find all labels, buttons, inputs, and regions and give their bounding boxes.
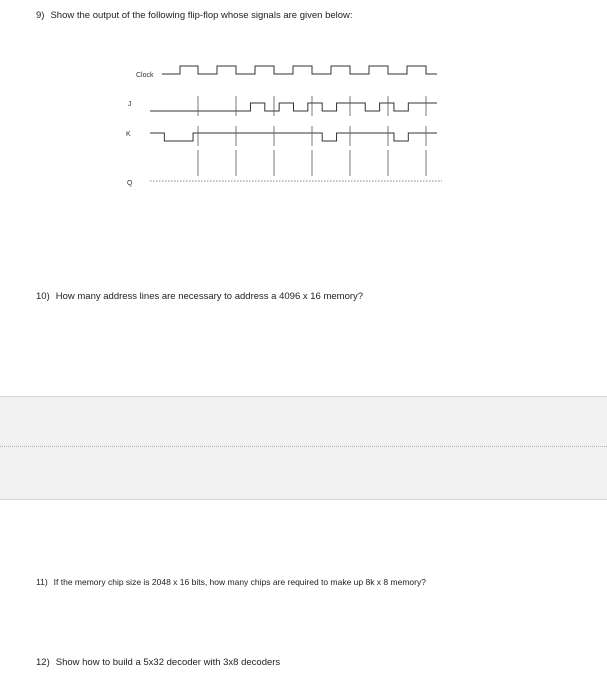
q-label: Q: [127, 180, 133, 187]
question-10-number: 10): [36, 291, 50, 302]
question-11-text: If the memory chip size is 2048 x 16 bits, how many chips are required to make up 8k x 8 memory?: [53, 577, 426, 587]
question-9-number: 9): [36, 10, 45, 21]
j-waveform: [150, 103, 437, 111]
k-waveform: [150, 133, 437, 141]
question-9-text: Show the output of the following flip-flop whose signals are given below:: [50, 10, 353, 21]
question-12-text: Show how to build a 5x32 decoder with 3x8 decoders: [55, 657, 281, 668]
question-11: [36, 577, 426, 587]
question-12: [36, 657, 280, 668]
k-label: K: [126, 131, 131, 138]
clock-waveform: [162, 66, 437, 74]
j-label: J: [128, 101, 132, 108]
clock-label: Clock: [136, 72, 154, 79]
question-11-number: 11): [36, 577, 48, 587]
question-10: [36, 291, 363, 302]
clock-edge-guides: [198, 96, 426, 176]
question-12-number: 12): [36, 657, 50, 668]
page-break-dotted-line: [0, 446, 607, 447]
page-break-band: [0, 396, 607, 500]
question-10-text: How many address lines are necessary to address a 4096 x 16 memory?: [55, 291, 364, 302]
timing-diagram: [0, 0, 607, 200]
